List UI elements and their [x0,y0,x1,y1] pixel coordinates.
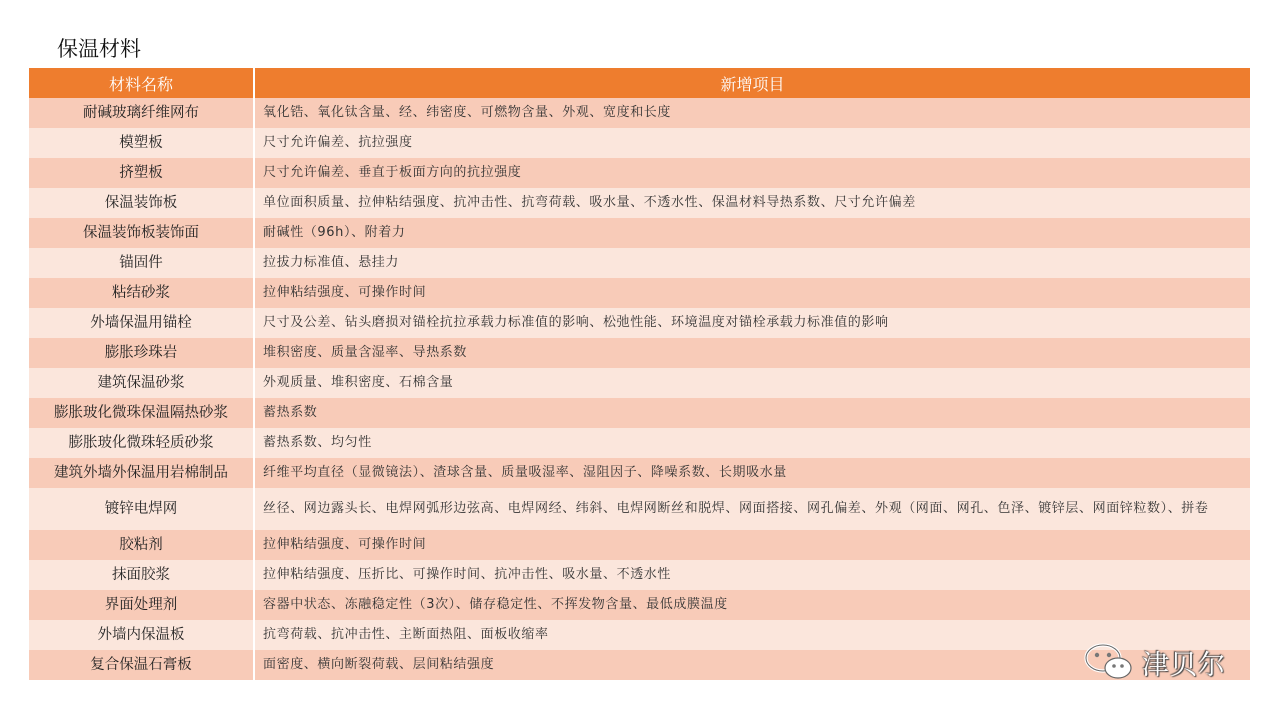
new-items-cell: 拉伸粘结强度、压折比、可操作时间、抗冲击性、吸水量、不透水性 [254,560,1250,590]
table-header-row [29,68,1250,98]
table-row [29,308,1250,338]
table-row [29,338,1250,368]
page-title: 保温材料 [57,37,141,61]
table-row [29,650,1250,680]
table-row [29,620,1250,650]
table-row [29,530,1250,560]
new-items-cell: 单位面积质量、拉伸粘结强度、抗冲击性、抗弯荷载、吸水量、不透水性、保温材料导热系数、尺寸允许偏差 [254,188,1250,218]
table-row [29,398,1250,428]
watermark [1082,640,1226,684]
table-row [29,248,1250,278]
new-items-cell: 拉伸粘结强度、可操作时间 [254,530,1250,560]
new-items-cell: 氧化锆、氧化钛含量、经、纬密度、可燃物含量、外观、宽度和长度 [254,98,1250,128]
new-items-cell: 尺寸允许偏差、抗拉强度 [254,128,1250,158]
new-items-cell: 面密度、横向断裂荷载、层间粘结强度 [254,650,1250,680]
new-items-cell: 丝径、网边露头长、电焊网弧形边弦高、电焊网经、纬斜、电焊网断丝和脱焊、网面搭接、网孔偏差、外观（网面、网孔、色泽、镀锌层、网面锌粒数）、拼卷 [254,488,1250,530]
table-row [29,488,1250,530]
table-row [29,368,1250,398]
material-name-cell: 耐碱玻璃纤维网布 [29,98,254,128]
new-items-cell: 外观质量、堆积密度、石棉含量 [254,368,1250,398]
wechat-icon [1082,642,1136,682]
table-body [29,98,1250,680]
table-row [29,278,1250,308]
table-row [29,128,1250,158]
material-name-cell: 膨胀珍珠岩 [29,338,254,368]
material-name-cell: 保温装饰板装饰面 [29,218,254,248]
new-items-cell: 尺寸及公差、钻头磨损对锚栓抗拉承载力标准值的影响、松弛性能、环境温度对锚栓承载力标准值的影响 [254,308,1250,338]
table-row [29,98,1250,128]
material-name-cell: 保温装饰板 [29,188,254,218]
material-name-cell: 锚固件 [29,248,254,278]
materials-table [29,68,1250,680]
column-header-material-name: 材料名称 [29,68,254,98]
new-items-cell: 耐碱性（96h）、附着力 [254,218,1250,248]
table-row [29,188,1250,218]
material-name-cell: 胶粘剂 [29,530,254,560]
material-name-cell: 抹面胶浆 [29,560,254,590]
new-items-cell: 容器中状态、冻融稳定性（3次）、储存稳定性、不挥发物含量、最低成膜温度 [254,590,1250,620]
new-items-cell: 纤维平均直径（显微镜法）、渣球含量、质量吸湿率、湿阻因子、降噪系数、长期吸水量 [254,458,1250,488]
new-items-cell: 抗弯荷载、抗冲击性、主断面热阻、面板收缩率 [254,620,1250,650]
table-row [29,428,1250,458]
material-name-cell: 建筑外墙外保温用岩棉制品 [29,458,254,488]
material-name-cell: 膨胀玻化微珠保温隔热砂浆 [29,398,254,428]
material-name-cell: 复合保温石膏板 [29,650,254,680]
new-items-cell: 拉拔力标准值、悬挂力 [254,248,1250,278]
material-name-cell: 建筑保温砂浆 [29,368,254,398]
new-items-cell: 拉伸粘结强度、可操作时间 [254,278,1250,308]
new-items-cell: 堆积密度、质量含湿率、导热系数 [254,338,1250,368]
material-name-cell: 界面处理剂 [29,590,254,620]
table-row [29,158,1250,188]
new-items-cell: 蓄热系数 [254,398,1250,428]
material-name-cell: 挤塑板 [29,158,254,188]
column-header-new-items: 新增项目 [254,68,1250,98]
material-name-cell: 膨胀玻化微珠轻质砂浆 [29,428,254,458]
material-name-cell: 外墙保温用锚栓 [29,308,254,338]
table-row [29,590,1250,620]
material-name-cell: 外墙内保温板 [29,620,254,650]
material-name-cell: 模塑板 [29,128,254,158]
material-name-cell: 粘结砂浆 [29,278,254,308]
new-items-cell: 尺寸允许偏差、垂直于板面方向的抗拉强度 [254,158,1250,188]
table-row [29,458,1250,488]
new-items-cell: 蓄热系数、均匀性 [254,428,1250,458]
table-row [29,218,1250,248]
watermark-text: 津贝尔 [1142,649,1226,681]
table-row [29,560,1250,590]
material-name-cell: 镀锌电焊网 [29,488,254,530]
